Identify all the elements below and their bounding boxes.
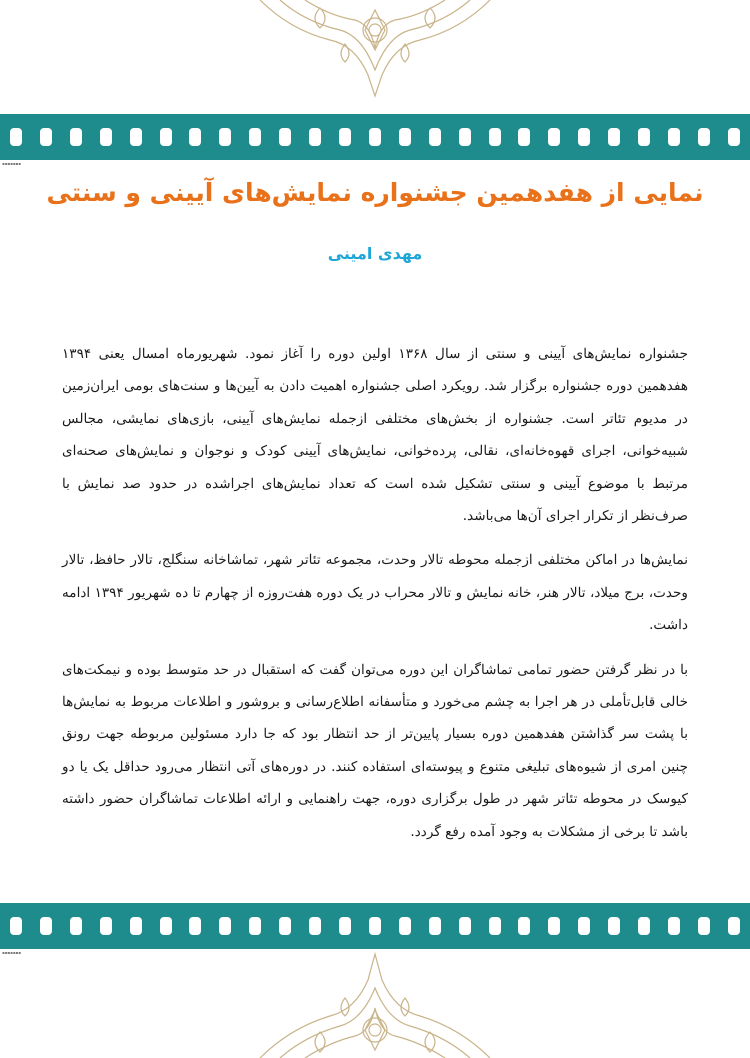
- film-hole: [10, 128, 22, 146]
- film-strip-perforations-icon: [10, 128, 740, 146]
- film-hole: [70, 128, 82, 146]
- film-hole: [339, 917, 351, 935]
- film-hole: [40, 917, 52, 935]
- film-hole: [130, 917, 142, 935]
- film-hole: [130, 128, 142, 146]
- film-hole: [518, 917, 530, 935]
- article-paragraph: جشنواره نمایش‌های آیینی و سنتی از سال ۱۳۶۸ اولین دوره را آغاز نمود. شهریورماه امسال یعنی ۱۳۹۴ هفدهمین دوره جشنواره برگزار شد. رویکرد اصلی جشنواره اهمیت دادن به آیین‌ها و سنت‌های بومی ایران‌زمین در مدیوم تئاتر است. جشنواره از بخش‌های مختلفی ازجمله نمایش‌های آیینی، بازی‌های نمایشی، مجالس شبیه‌خوانی، اجرای قهوه‌خانه‌ای، نقالی، پرده‌خوانی، نمایش‌های آیینی کودک و نوجوان و نمایش‌های صحنه‌ای مرتبط با موضوع آیینی و سنتی تشکیل شده است که تعداد نمایش‌های اجراشده در حدود صد نمایش با صرف‌نظر از تکرار اجرای آن‌ها می‌باشد.: [62, 346, 688, 525]
- film-hole: [189, 917, 201, 935]
- film-strip-perforations-icon: [10, 917, 740, 935]
- film-hole: [309, 128, 321, 146]
- film-hole: [578, 917, 590, 935]
- film-hole: [399, 128, 411, 146]
- article-paragraph: با در نظر گرفتن حضور تمامی تماشاگران این دوره می‌توان گفت که استقبال در حد متوسط بوده و نیمکت‌های خالی قابل‌تأملی در هر اجرا به چشم می‌خورد و متأسفانه اطلاع‌رسانی و بروشور و اطلاعات مربوط به نمایش‌ها با پشت سر گذاشتن هفدهمین دوره بسیار پایین‌تر از حد انتظار بود که جا دارد مسئولین مربوطه جهت رونق چنین امری از شیوه‌های تبلیغی متنوع و پیوسته‌ای استفاده کنند. در دوره‌های آتی انتظار می‌رود حداقل یک یا دو کیوسک در محوطه تئاتر شهر در طول برگزاری دوره، جهت راهنمایی و ارائه اطلاعات تماشاگران حضور داشته باشد تا برخی از مشکلات به وجود آمده رفع گردد.: [62, 661, 688, 840]
- film-hole: [608, 128, 620, 146]
- article-body: [62, 338, 688, 860]
- film-hole: [219, 128, 231, 146]
- film-hole: [728, 917, 740, 935]
- film-hole: [548, 128, 560, 146]
- film-hole: [10, 917, 22, 935]
- film-hole: [249, 917, 261, 935]
- article-paragraph: نمایش‌ها در اماکن مختلفی ازجمله محوطه تالار وحدت، مجموعه تئاتر شهر، تماشاخانه سنگلج، تالار حافظ، تالار وحدت، برج میلاد، تالار هنر، خانه نمایش و تالار محراب در یک دوره هفت‌روزه از چهارم تا ده شهریور ۱۳۹۴ ادامه داشت.: [62, 552, 688, 634]
- film-hole: [339, 128, 351, 146]
- film-hole: [279, 128, 291, 146]
- film-hole: [40, 128, 52, 146]
- film-hole: [668, 917, 680, 935]
- film-hole: [279, 917, 291, 935]
- article-title: نمایی از هفدهمین جشنواره نمایش‌های آیینی و سنتی: [46, 178, 704, 207]
- film-hole: [548, 917, 560, 935]
- film-hole: [249, 128, 261, 146]
- film-hole: [160, 917, 172, 935]
- film-hole: [369, 917, 381, 935]
- film-hole: [189, 128, 201, 146]
- film-hole: [100, 128, 112, 146]
- film-hole: [100, 917, 112, 935]
- film-hole: [429, 128, 441, 146]
- film-hole: [399, 917, 411, 935]
- film-hole: [698, 128, 710, 146]
- bottom-arabesque-ornament-icon: [250, 948, 500, 1058]
- film-hole: [489, 128, 501, 146]
- decorative-print-mark: ▪▪▪▪▪▪▪: [2, 950, 21, 955]
- film-hole: [459, 917, 471, 935]
- decorative-print-mark: ▪▪▪▪▪▪▪: [2, 161, 21, 166]
- film-hole: [608, 917, 620, 935]
- film-strip-top-band: [0, 114, 750, 160]
- film-strip-bottom-band: [0, 903, 750, 949]
- film-hole: [489, 917, 501, 935]
- film-hole: [638, 917, 650, 935]
- film-hole: [638, 128, 650, 146]
- film-hole: [429, 917, 441, 935]
- film-hole: [219, 917, 231, 935]
- top-arabesque-ornament-icon: [250, 0, 500, 98]
- film-hole: [578, 128, 590, 146]
- film-hole: [70, 917, 82, 935]
- article-author: مهدی امینی: [327, 244, 423, 263]
- film-hole: [160, 128, 172, 146]
- film-hole: [309, 917, 321, 935]
- film-hole: [728, 128, 740, 146]
- film-hole: [459, 128, 471, 146]
- film-hole: [369, 128, 381, 146]
- film-hole: [518, 128, 530, 146]
- film-hole: [698, 917, 710, 935]
- film-hole: [668, 128, 680, 146]
